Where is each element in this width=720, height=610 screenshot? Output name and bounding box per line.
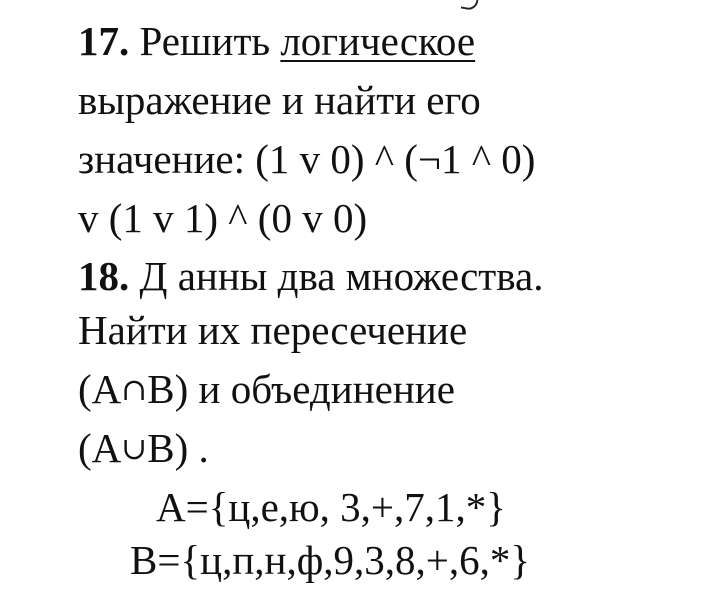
union-prefix: (A <box>78 425 122 471</box>
problem-18-line-1 <box>78 253 544 299</box>
problem-17-verb: Решить <box>129 18 281 64</box>
problem-17-line-2: выражение и найти его <box>78 77 481 123</box>
intersection-prefix: (A <box>78 366 122 412</box>
union-suffix: B) . <box>147 425 209 471</box>
problem-18-number: 18. <box>78 253 130 299</box>
cut-off-top-character <box>461 0 480 11</box>
problem-18-union-line <box>78 425 209 471</box>
problem-17-expression-line-2: v (1 v 1) ^ (0 v 0) <box>78 195 368 241</box>
problem-17-expression-line-1: значение: (1 v 0) ^ (¬1 ^ 0) <box>78 136 536 182</box>
intersection-suffix: B) и объединение <box>147 366 455 412</box>
set-b-definition: B={ц,п,н,ф,9,3,8,+,6,*} <box>130 537 531 583</box>
problem-18-line-2: Найти их пересечение <box>78 307 468 353</box>
problem-18-text: Д анны два множества. <box>129 253 544 299</box>
set-a-definition: A={ц,е,ю, 3,+,7,1,*} <box>156 484 506 530</box>
problem-18-intersection-line <box>78 366 455 412</box>
intersection-symbol: ∩ <box>121 372 148 408</box>
problem-17-line-1 <box>78 18 476 64</box>
problem-17-number: 17. <box>78 18 130 64</box>
problem-17-underlined-word: логическое <box>280 18 476 64</box>
union-symbol: ∪ <box>121 431 148 467</box>
